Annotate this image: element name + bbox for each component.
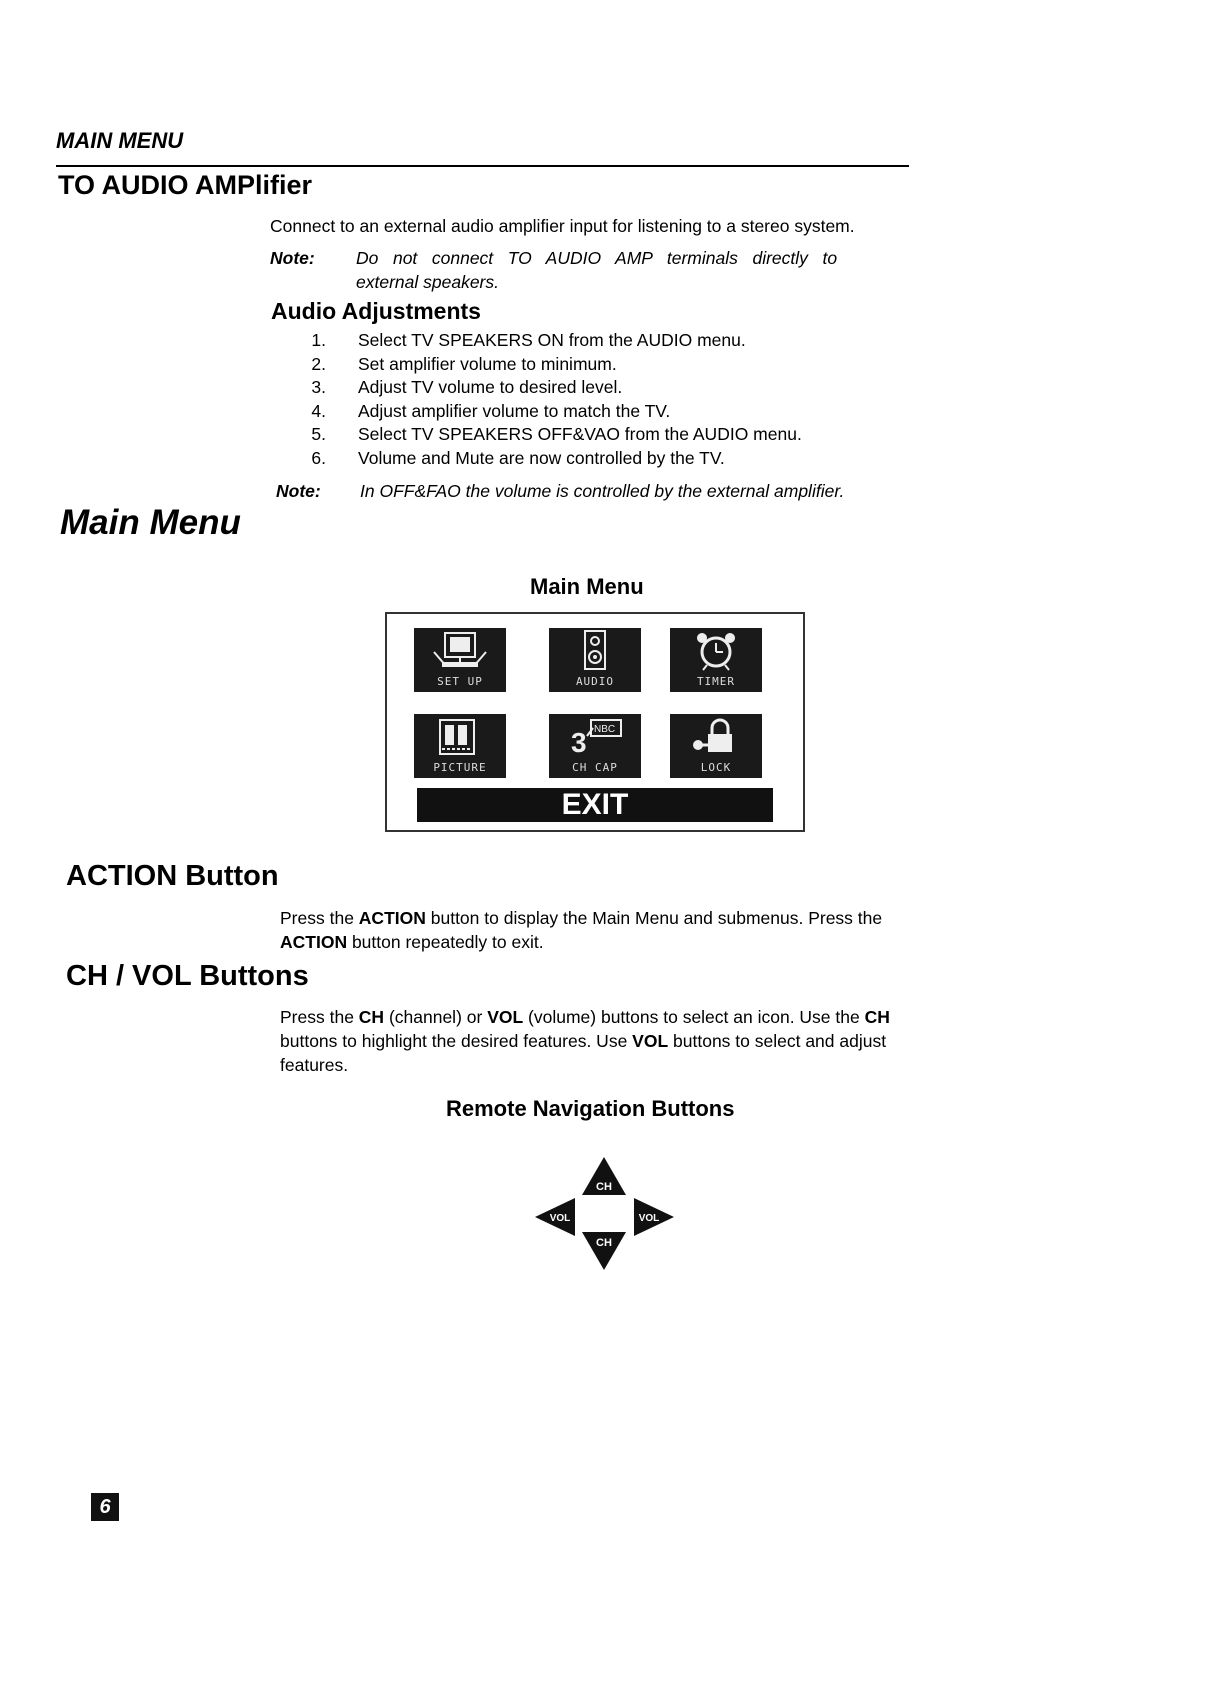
- ch-down-button: [580, 1230, 628, 1272]
- menu-tile-timer: TIMER: [670, 628, 762, 692]
- note-line-1: Do not connect TO AUDIO AMP terminals directly to: [356, 248, 838, 268]
- action-paragraph: Press the ACTION button to display the Main Menu and submenus. Press the ACTION button repeatedly to exit.: [280, 908, 883, 952]
- list-item: 4. Adjust amplifier volume to match the TV.: [311, 401, 671, 421]
- main-menu-figure: [385, 612, 805, 832]
- svg-text:CH: CH: [596, 1181, 612, 1193]
- menu-tile-lock: LOCK: [670, 714, 762, 778]
- ch-up-button: [580, 1155, 628, 1197]
- list-item: 2. Set amplifier volume to minimum.: [311, 354, 617, 374]
- intro-text: Connect to an external audio amplifier input for listening to a stereo system.: [270, 216, 855, 236]
- note-line-2: external speakers.: [356, 272, 499, 292]
- ch-vol-heading: CH / VOL Buttons: [66, 960, 309, 992]
- svg-text:CH: CH: [596, 1237, 612, 1249]
- note-text: In OFF&FAO the volume is controlled by the external amplifier.: [360, 481, 845, 501]
- vol-right-arrow-icon: [632, 1196, 676, 1238]
- note-label: Note:: [276, 481, 321, 501]
- ch-up-arrow-icon: [580, 1155, 628, 1197]
- svg-text:VOL: VOL: [638, 1213, 660, 1224]
- header-rule: [56, 165, 909, 167]
- action-button-heading: ACTION Button: [66, 860, 279, 892]
- remote-nav-caption: Remote Navigation Buttons: [446, 1096, 735, 1121]
- ch-down-arrow-icon: [580, 1230, 628, 1272]
- menu-tile-ch-cap: 3 NBC CH CAP: [549, 714, 641, 778]
- exit-bar: EXIT: [417, 788, 773, 822]
- list-item: 5. Select TV SPEAKERS OFF&VAO from the AUDIO menu.: [311, 424, 802, 444]
- audio-adjustments-title: Audio Adjustments: [271, 298, 481, 324]
- menu-tile-audio: AUDIO: [549, 628, 641, 692]
- main-menu-side-title: Main Menu: [60, 503, 241, 542]
- page-number-badge: 6: [91, 1493, 119, 1521]
- list-item: 3. Adjust TV volume to desired level.: [311, 377, 623, 397]
- page-title: TO AUDIO AMPlifier: [58, 170, 313, 200]
- vol-left-arrow-icon: [533, 1196, 577, 1238]
- svg-text:3: 3: [571, 727, 587, 758]
- figure-caption: Main Menu: [530, 574, 644, 599]
- svg-text:VOL: VOL: [549, 1213, 571, 1224]
- svg-text:NBC: NBC: [594, 724, 616, 735]
- note-label: Note:: [270, 248, 315, 268]
- vol-left-button: [533, 1196, 577, 1238]
- section-kicker: MAIN MENU: [56, 128, 184, 153]
- vol-right-button: [632, 1196, 676, 1238]
- list-item: 6. Volume and Mute are now controlled by the TV.: [311, 448, 725, 468]
- menu-tile-setup: SET UP: [414, 628, 506, 692]
- ch-vol-paragraph: Press the CH (channel) or VOL (volume) buttons to select an icon. Use the CH buttons to highlight the desired features. Use VOL buttons to select and adjust features.: [280, 1007, 890, 1075]
- list-item: 1. Select TV SPEAKERS ON from the AUDIO menu.: [311, 330, 746, 350]
- menu-tile-picture: PICTURE: [414, 714, 506, 778]
